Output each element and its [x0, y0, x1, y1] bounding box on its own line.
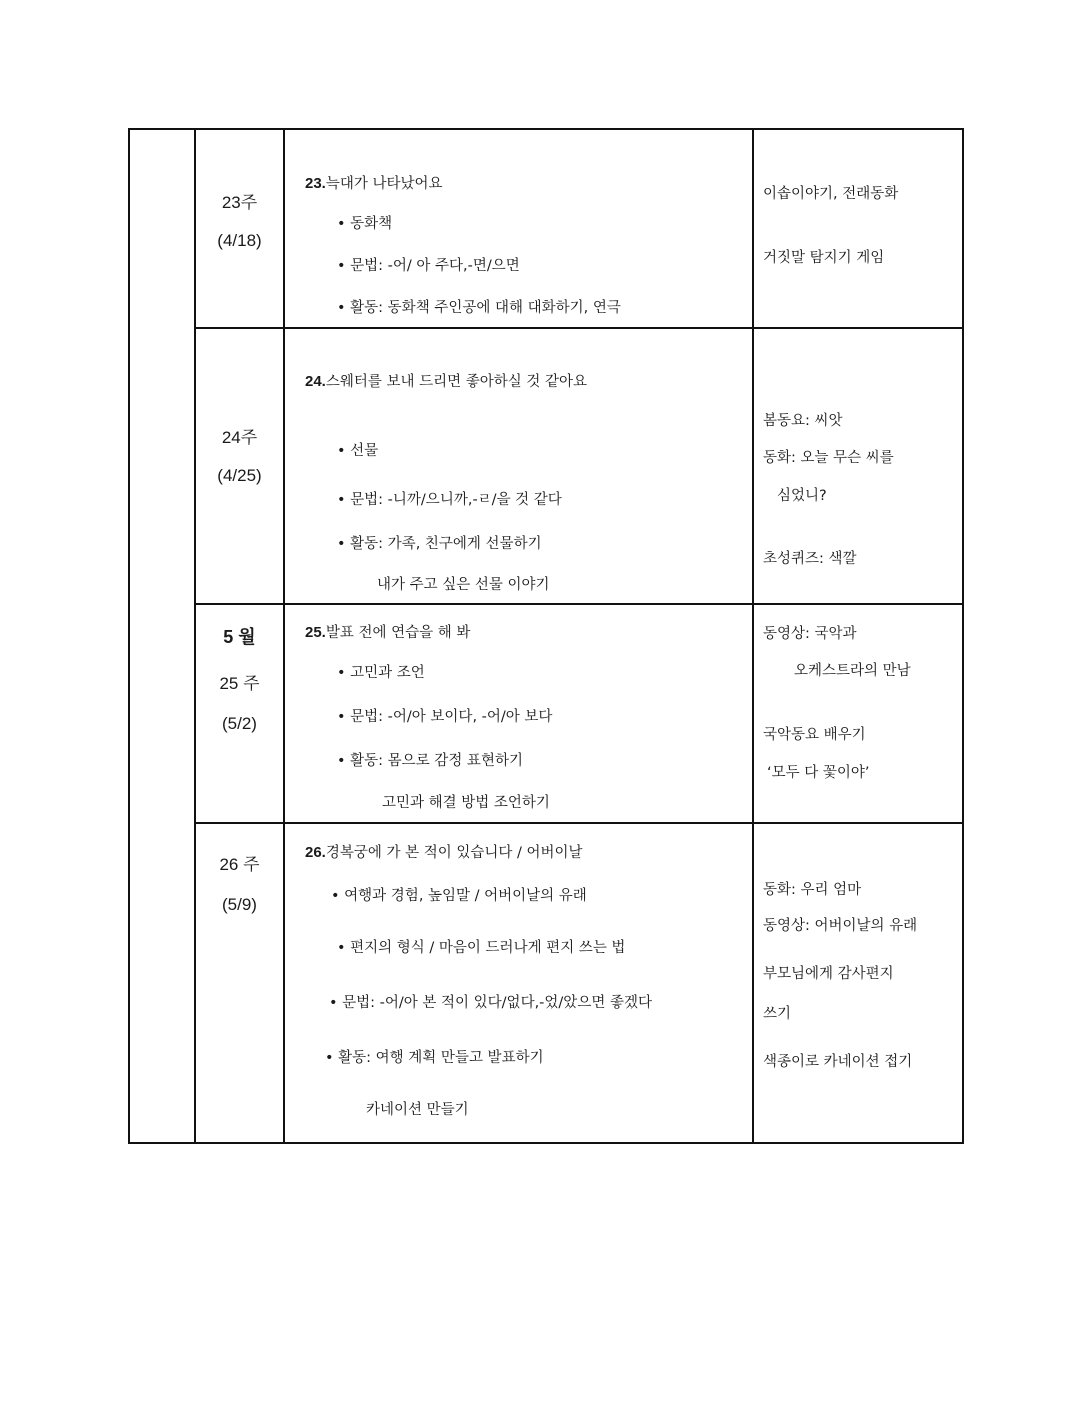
week-date: (4/18)	[217, 231, 262, 250]
notes-cell	[753, 823, 963, 1143]
lesson-title	[305, 841, 583, 862]
note-item: 색종이로 카네이션 접기	[763, 1054, 913, 1070]
lesson-title	[305, 621, 470, 642]
content-cell	[284, 328, 753, 604]
week-label: 25 주	[219, 674, 260, 693]
note-item: 쓰기	[763, 1006, 792, 1022]
notes-cell	[753, 328, 963, 604]
list-item: • 문법: -어/ 아 주다,-면/으면	[337, 254, 520, 275]
week-date: (5/2)	[222, 714, 257, 733]
list-item-continuation: 고민과 해결 방법 조언하기	[382, 795, 550, 811]
list-item: • 활동: 동화책 주인공에 대해 대화하기, 연극	[337, 296, 621, 317]
week-cell	[195, 129, 284, 328]
week-label: 26 주	[219, 855, 260, 874]
notes-cell	[753, 129, 963, 328]
list-item: • 여행과 경험, 높임말 / 어버이날의 유래	[331, 884, 587, 905]
note-item: 동화: 우리 엄마	[763, 882, 862, 898]
table-row-week-25	[129, 604, 963, 823]
week-label: 23주	[221, 193, 258, 212]
list-item: • 활동: 여행 계획 만들고 발표하기	[325, 1046, 544, 1067]
list-item-continuation: 내가 주고 싶은 선물 이야기	[377, 577, 550, 593]
note-item: 오케스트라의 만남	[794, 663, 911, 679]
week-cell	[195, 604, 284, 823]
month-label: 5 월	[223, 627, 256, 647]
note-item: 거짓말 탐지기 게임	[763, 250, 885, 266]
week-cell	[195, 328, 284, 604]
content-cell	[284, 604, 753, 823]
note-item: 동화: 오늘 무슨 씨를	[763, 450, 894, 466]
note-item: 봄동요: 씨앗	[763, 413, 843, 429]
note-item: 부모님에게 감사편지	[763, 966, 894, 982]
list-item: • 문법: -어/아 본 적이 있다/없다,-었/았으면 좋겠다	[329, 991, 652, 1012]
note-item: 국악동요 배우기	[763, 727, 866, 743]
note-item: 이솝이야기, 전래동화	[763, 186, 899, 202]
note-item: 동영상: 어버이날의 유래	[763, 918, 918, 934]
lesson-number: 26.	[305, 844, 326, 861]
list-item: • 활동: 가족, 친구에게 선물하기	[337, 532, 542, 553]
list-item: • 편지의 형식 / 마음이 드러나게 편지 쓰는 법	[337, 936, 625, 957]
lesson-number: 25.	[305, 624, 326, 641]
list-item: • 문법: -어/아 보이다, -어/아 보다	[337, 705, 552, 726]
table-row-week-23	[129, 129, 963, 328]
lesson-title	[305, 370, 587, 391]
week-date: (4/25)	[217, 466, 262, 485]
note-item: ‘모두 다 꽃이야’	[767, 765, 870, 781]
notes-cell	[753, 604, 963, 823]
lesson-number: 24.	[305, 373, 326, 390]
lesson-title-text: 스웨터를 보내 드리면 좋아하실 것 같아요	[325, 374, 588, 390]
list-item: • 동화책	[337, 212, 392, 233]
lesson-title-text: 발표 전에 연습을 해 봐	[325, 625, 471, 641]
lesson-title	[305, 172, 443, 193]
note-item: 초성퀴즈: 색깔	[763, 551, 857, 567]
table-row-week-26	[129, 823, 963, 1143]
lesson-title-text: 늑대가 나타났어요	[325, 176, 443, 192]
content-cell	[284, 823, 753, 1143]
note-item: 심었니?	[777, 488, 827, 504]
merged-first-column	[129, 129, 195, 1143]
content-cell	[284, 129, 753, 328]
table-row-week-24	[129, 328, 963, 604]
week-label: 24주	[221, 428, 258, 447]
note-item: 동영상: 국악과	[763, 626, 857, 642]
list-item: • 문법: -니까/으니까,-ㄹ/을 것 같다	[337, 488, 562, 509]
list-item-continuation: 카네이션 만들기	[366, 1102, 469, 1118]
lesson-number: 23.	[305, 175, 326, 192]
list-item: • 활동: 몸으로 감정 표현하기	[337, 749, 523, 770]
list-item: • 고민과 조언	[337, 661, 425, 682]
list-item: • 선물	[337, 439, 378, 460]
week-date: (5/9)	[222, 895, 257, 914]
lesson-plan-table	[128, 128, 964, 1144]
week-cell	[195, 823, 284, 1143]
lesson-title-text: 경복궁에 가 본 적이 있습니다 / 어버이날	[325, 845, 583, 861]
